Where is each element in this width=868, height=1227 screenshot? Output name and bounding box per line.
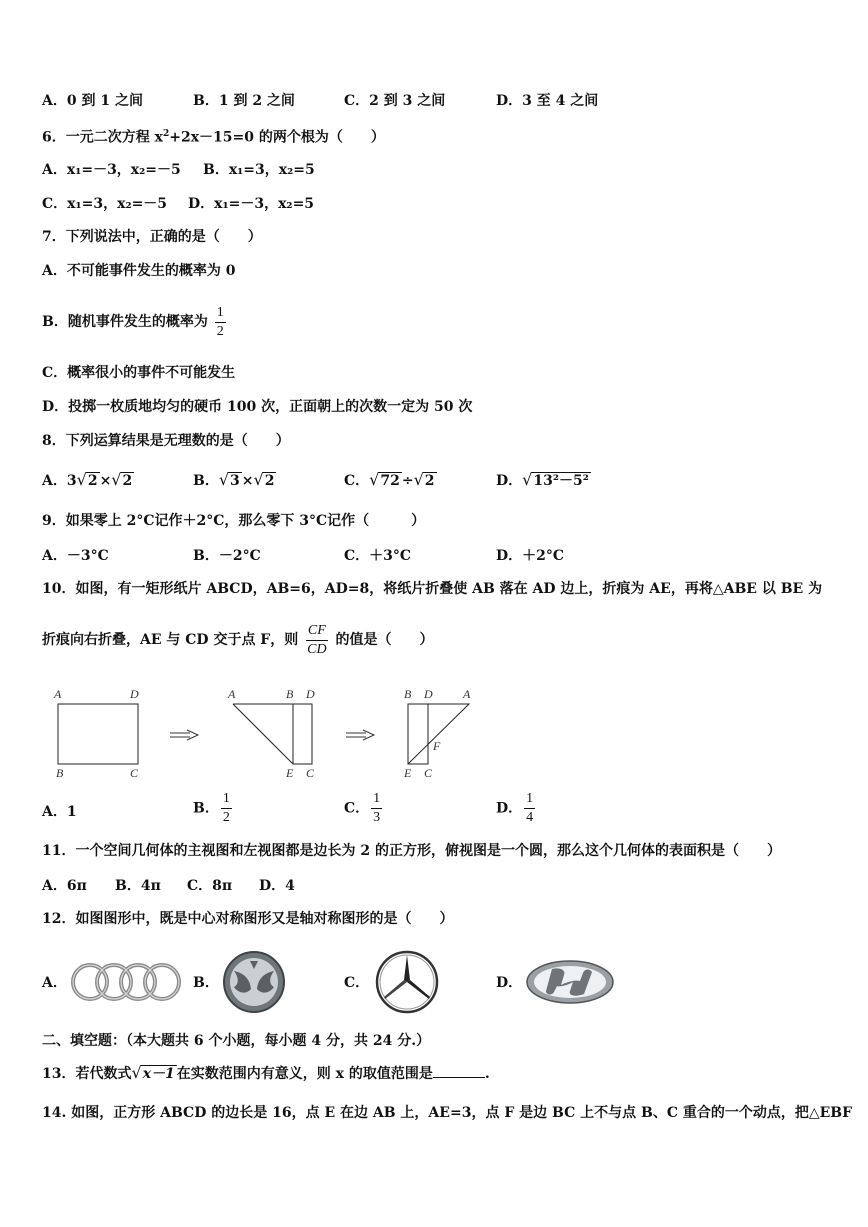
fig3-label-a: A: [463, 687, 471, 701]
q7-option-b-label: B．随机事件发生的概率为: [42, 314, 208, 330]
q13-radicand: x－1: [142, 1066, 175, 1082]
q12-option-b-label: B．: [193, 975, 219, 991]
q11-option-a: A．6π: [42, 878, 87, 894]
q8-option-a-radicand-1: 2: [87, 473, 98, 489]
audi-rings-logo-icon: [68, 958, 184, 1006]
q10-option-b-fraction: [221, 790, 232, 827]
q9-option-a: A．－3°C: [42, 548, 109, 564]
q6-option-b: B．x₁=3，x₂=5: [203, 162, 315, 178]
q7-option-a: A．不可能事件发生的概率为 0: [42, 263, 236, 279]
q13-stem-post: 在实数范围内有意义，则 x 的取值范围是: [176, 1066, 433, 1082]
q10-option-b: [193, 790, 234, 827]
q7-stem: 7．下列说法中，正确的是（ ）: [42, 229, 262, 245]
q14-stem: 14. 如图，正方形 ABCD 的边长是 16，点 E 在边 AB 上，AE=3，点 F 是边 BC 上不与点 B、C 重合的一个动点，把△EBF: [42, 1105, 853, 1121]
q11-option-d: D．4: [259, 878, 295, 894]
q8-option-c-operator: ÷: [401, 473, 414, 489]
q11-option-c: C．8π: [187, 878, 233, 894]
q13-answer-blank[interactable]: [433, 1063, 485, 1078]
q8-option-a-radicand-2: 2: [122, 473, 133, 489]
section-2-heading: 二、填空题：（本大题共 6 个小题，每小题 4 分，共 24 分.）: [42, 1033, 431, 1049]
q10-option-a-label: A．: [42, 804, 67, 820]
q10-option-b-numerator: 1: [221, 790, 232, 809]
fig2-shape: [233, 704, 312, 764]
q8-option-b-label: B．: [193, 473, 219, 489]
fig3-label-f: F: [433, 739, 441, 753]
fig1-label-a: A: [54, 687, 62, 701]
q8-option-b-operator: ×: [241, 473, 254, 489]
q10-fraction-numerator: CF: [306, 622, 328, 641]
q5-option-b: B．1 到 2 之间: [193, 93, 295, 109]
q10-option-c-label: C．: [344, 800, 370, 817]
q8-option-c-radicand-1: 72: [380, 473, 400, 489]
q10-stem-pre: 折痕向右折叠，AE 与 CD 交于点 F，则: [42, 632, 299, 648]
arrow-2-icon: [346, 730, 374, 740]
q10-stem-line2: [42, 618, 433, 662]
q8-option-c-label: C．: [344, 473, 370, 489]
q8-option-c-radicand-2: 2: [424, 473, 435, 489]
q11-option-b: B．4π: [115, 878, 161, 894]
q9-stem: 9．如果零上 2°C记作＋2°C，那么零下 3°C记作（ ）: [42, 513, 426, 529]
q8-option-a-label: A．3: [42, 473, 77, 489]
q13-stem-pre: 13．若代数式: [42, 1066, 132, 1082]
dongfeng-logo-icon: [220, 949, 288, 1015]
q8-option-b: B．√3 ×√2: [193, 470, 275, 489]
q7-option-b-fraction: [215, 304, 226, 341]
q9-option-b: B．－2°C: [193, 548, 261, 564]
fig3-label-d: D: [424, 687, 433, 701]
q10-fraction: [305, 622, 328, 659]
q10-option-d-numerator: 1: [524, 790, 535, 809]
q10-option-d-label: D．: [496, 800, 523, 817]
q10-option-d-denominator: 4: [526, 810, 534, 825]
q10-option-c: [344, 790, 384, 827]
q8-option-d-label: D．: [496, 473, 523, 489]
fig1-label-c: C: [130, 766, 139, 780]
q10-stem-post: 的值是（ ）: [335, 632, 434, 648]
q10-option-b-denominator: 2: [222, 810, 230, 825]
q9-option-c: C．＋3°C: [344, 548, 412, 564]
q7-option-d: D．投掷一枚质地均匀的硬币 100 次，正面朝上的次数一定为 50 次: [42, 399, 473, 415]
q8-option-a: A．3√2 ×√2: [42, 470, 133, 489]
q10-option-c-numerator: 1: [371, 790, 382, 809]
q8-option-d: D．√13²－5²: [496, 470, 589, 489]
q8-option-d-radicand: 13²－5²: [533, 473, 589, 489]
hyundai-logo-icon: [524, 958, 616, 1006]
q8-option-c: C．√72 ÷√2: [344, 470, 435, 489]
fig3-triangle: [408, 704, 469, 764]
q10-figure: [50, 684, 490, 784]
q6-option-c: C．x₁=3，x₂=－5: [42, 196, 168, 212]
q7-option-c: C．概率很小的事件不可能发生: [42, 365, 236, 381]
q10-option-c-fraction: [371, 790, 382, 827]
fig2-label-d: D: [306, 687, 315, 701]
q11-stem: 11．一个空间几何体的主视图和左视图都是边长为 2 的正方形，俯视图是一个圆，那么这个几何体的表面积是（ ）: [42, 843, 781, 859]
q8-option-b-radicand-1: 3: [230, 473, 240, 489]
fig3-label-c: C: [424, 766, 433, 780]
q10-option-a-value: 1: [66, 804, 77, 820]
mercedes-star-logo-icon: [374, 949, 440, 1015]
fig1-label-d: D: [130, 687, 139, 701]
q10-option-c-denominator: 3: [373, 810, 381, 825]
fig3-rectangle: [408, 704, 428, 764]
q7-option-b: [42, 300, 228, 344]
q5-option-c: C．2 到 3 之间: [344, 93, 446, 109]
arrow-1-icon: [170, 730, 198, 740]
q12-option-a-label: A．: [42, 975, 67, 991]
q10-option-b-label: B．: [193, 800, 219, 817]
q10-option-a: [42, 801, 77, 821]
q6-exponent: 2: [162, 129, 170, 139]
q13-stem-end: .: [484, 1066, 490, 1082]
q13-stem: 13．若代数式√x－1 在实数范围内有意义，则 x 的取值范围是 .: [42, 1063, 490, 1082]
q10-option-d: [496, 790, 537, 827]
q6-stem: [42, 124, 385, 148]
fig1-rectangle: [58, 704, 138, 764]
q7-option-b-numerator: 1: [215, 304, 226, 323]
q7-option-b-denominator: 2: [216, 323, 224, 339]
fig1-label-b: B: [56, 766, 64, 780]
q5-option-a: A．0 到 1 之间: [42, 93, 143, 109]
q8-option-a-operator: ×: [99, 473, 112, 489]
q6-stem-pre: 6．一元二次方程 x: [42, 129, 163, 146]
fig2-label-c: C: [306, 766, 315, 780]
q12-stem: 12．如图图形中，既是中心对称图形又是轴对称图形的是（ ）: [42, 911, 454, 927]
q6-option-d: D．x₁=－3，x₂=5: [188, 196, 315, 212]
q8-option-b-radicand-2: 2: [264, 473, 275, 489]
fig3-label-b: B: [404, 687, 412, 701]
q6-option-a: A．x₁=－3，x₂=－5: [42, 162, 181, 178]
q10-fraction-denominator: CD: [307, 641, 327, 657]
q10-option-d-fraction: [524, 790, 535, 827]
fig2-label-e: E: [286, 766, 294, 780]
q6-stem-post: +2x－15=0 的两个根为（ ）: [169, 129, 385, 146]
q5-option-d: D．3 至 4 之间: [496, 93, 599, 109]
fig2-label-a: A: [228, 687, 236, 701]
fig2-label-b: B: [286, 687, 294, 701]
q12-option-d-label: D．: [496, 975, 523, 991]
q10-stem-line1: 10．如图，有一矩形纸片 ABCD，AB=6，AD=8，将纸片折叠使 AB 落在 AD 边上，折痕为 AE，再将△ABE 以 BE 为: [42, 581, 823, 597]
q9-option-d: D．＋2°C: [496, 548, 565, 564]
q8-stem: 8．下列运算结果是无理数的是（ ）: [42, 433, 290, 449]
fig3-label-e: E: [404, 766, 412, 780]
q12-option-c-label: C．: [344, 975, 370, 991]
